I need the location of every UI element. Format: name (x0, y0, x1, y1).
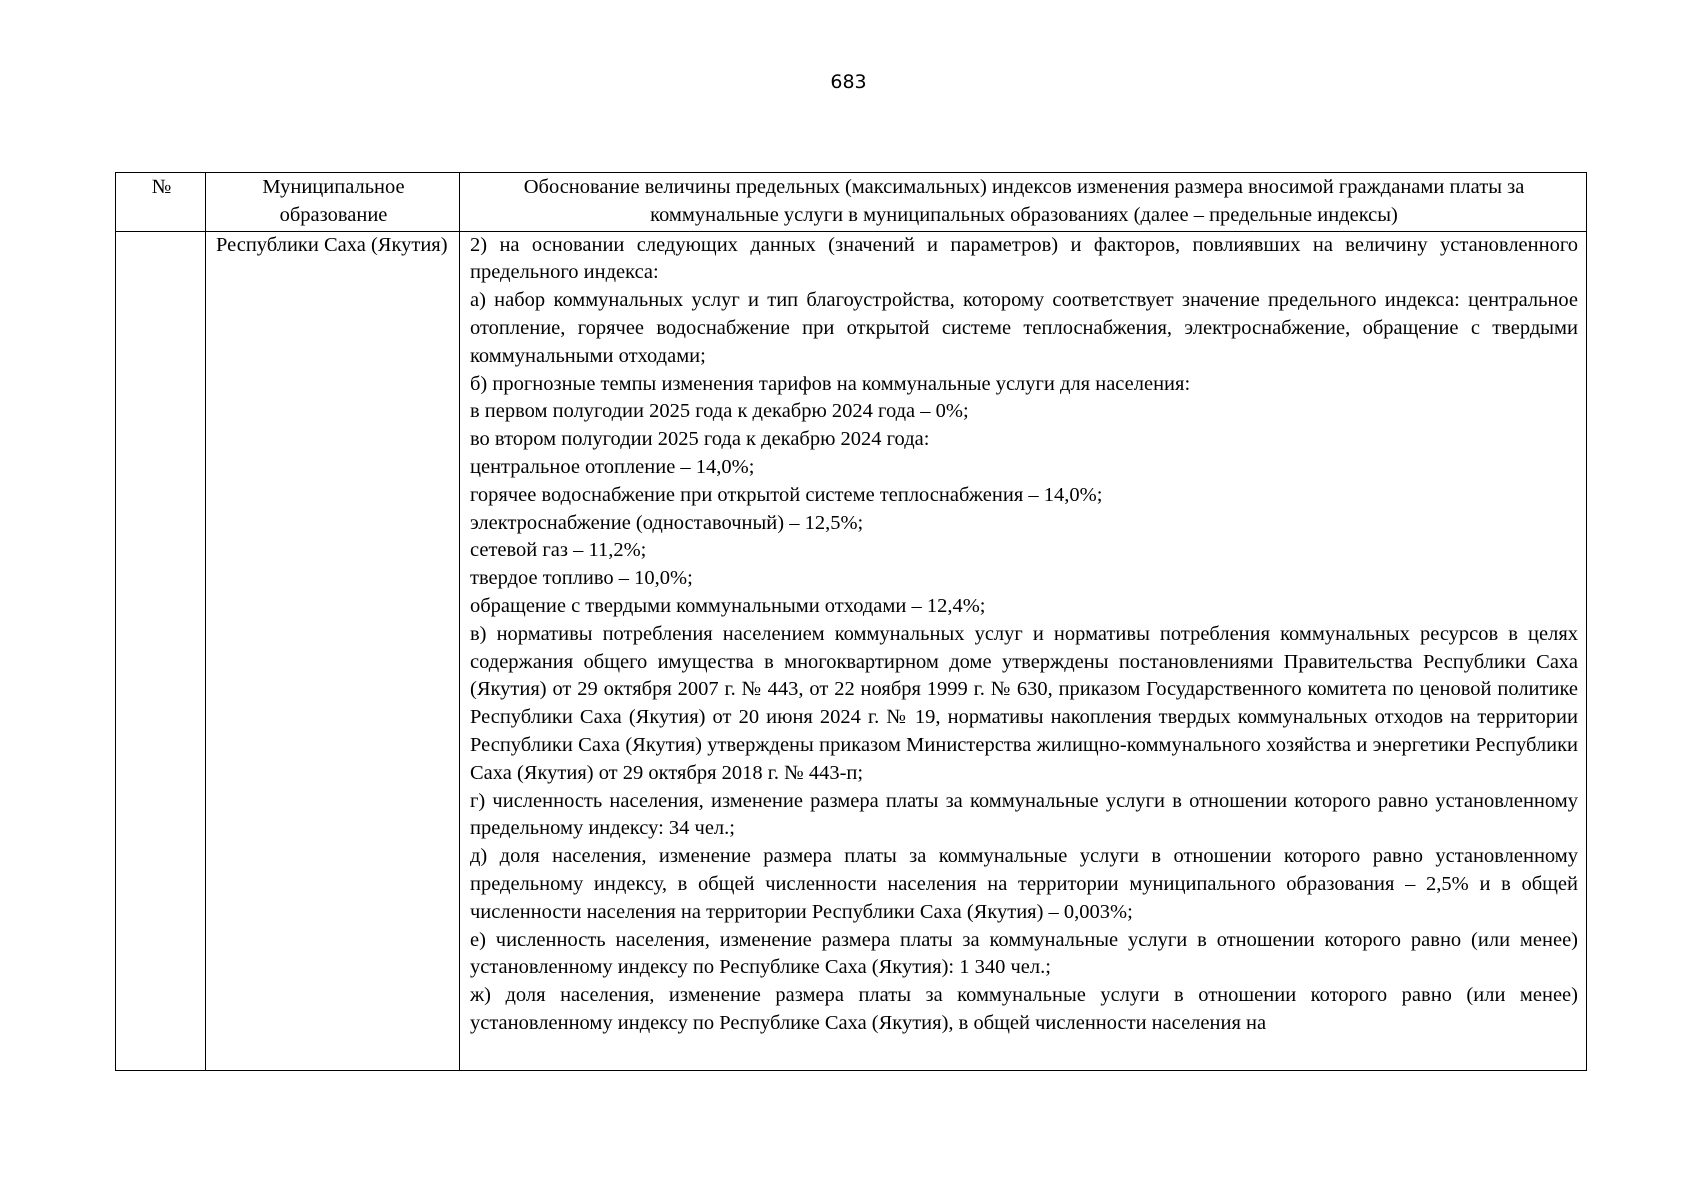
paragraph-basis: 2) на основании следующих данных (значений и параметров) и факторов, повлиявших на величину установленного предельного индекса: (470, 233, 1578, 284)
header-justification: Обоснование величины предельных (максимальных) индексов изменения размера вносимой гражданами платы за коммунальные услуги в муниципальных образованиях (далее – предельные индексы) (460, 173, 1587, 232)
table-header-row (116, 173, 1587, 232)
header-municipality: Муниципальное образование (206, 173, 460, 232)
paragraph-electricity: электроснабжение (одноставочный) – 12,5%; (470, 511, 864, 534)
header-number: № (116, 173, 206, 232)
cell-number (116, 231, 206, 1070)
paragraph-e-population-republic: е) численность населения, изменение размера платы за коммунальные услуги в отношении которого равно (или менее) установленному индексу по Республике Саха (Якутия): 1 340 чел.; (470, 928, 1578, 979)
justification-text (470, 232, 1578, 1070)
paragraph-waste: обращение с твердыми коммунальными отходами – 12,4%; (470, 594, 986, 617)
paragraph-solid-fuel: твердое топливо – 10,0%; (470, 567, 693, 590)
paragraph-heating: центральное отопление – 14,0%; (470, 455, 755, 478)
paragraph-v-norms: в) нормативы потребления населением коммунальных услуг и нормативы потребления коммунальных ресурсов в целях содержания общего имущества в многоквартирном доме утверждены постановлениями Правительства Республики Саха (Якутия) от 29 октября 2007 г. № 443, от 22 ноября 1999 г. № 630, приказом Государственного комитета по ценовой политике Республики Саха (Якутия) от 20 июня 2024 г. № 19, нормативы накопления твердых коммунальных отходов на территории Республики Саха (Якутия) утверждены приказом Министерства жилищно-коммунального хозяйства и энергетики Республики Саха (Якутия) от 29 октября 2018 г. № 443-п; (470, 622, 1578, 784)
paragraph-g-population: г) численность населения, изменение размера платы за коммунальные услуги в отношении которого равно установленному предельному индексу: 34 чел.; (470, 789, 1578, 840)
page-number: 683 (830, 71, 867, 93)
paragraph-hot-water: горячее водоснабжение при открытой системе теплоснабжения – 14,0%; (470, 483, 1103, 506)
cell-municipality: Республики Саха (Якутия) (206, 231, 460, 1070)
paragraph-gas: сетевой газ – 11,2%; (470, 539, 647, 562)
paragraph-a-services-set: а) набор коммунальных услуг и тип благоустройства, которому соответствует значение предельного индекса: центральное отопление, горячее водоснабжение при открытой системе теплоснабжения, электроснабжение, обращение с твердыми коммунальными отходами; (470, 289, 1578, 367)
paragraph-second-half: во втором полугодии 2025 года к декабрю 2024 года: (470, 428, 930, 451)
paragraph-first-half: в первом полугодии 2025 года к декабрю 2024 года – 0%; (470, 400, 969, 423)
paragraph-b-tariff-rates: б) прогнозные темпы изменения тарифов на коммунальные услуги для населения: (470, 372, 1191, 395)
table-row (116, 231, 1587, 1070)
tariff-index-table (115, 172, 1587, 1071)
paragraph-d-share: д) доля населения, изменение размера платы за коммунальные услуги в отношении которого равно установленному предельному индексу, в общей численности населения на территории муниципального образования – 2,5% и в общей численности населения на территории Республики Саха (Якутия) – 0,003%; (470, 845, 1578, 923)
paragraph-zh-share-republic: ж) доля населения, изменение размера платы за коммунальные услуги в отношении которого равно (или менее) установленному индексу по Республике Саха (Якутия), в общей численности населения на (470, 984, 1578, 1034)
cell-justification (460, 231, 1587, 1070)
